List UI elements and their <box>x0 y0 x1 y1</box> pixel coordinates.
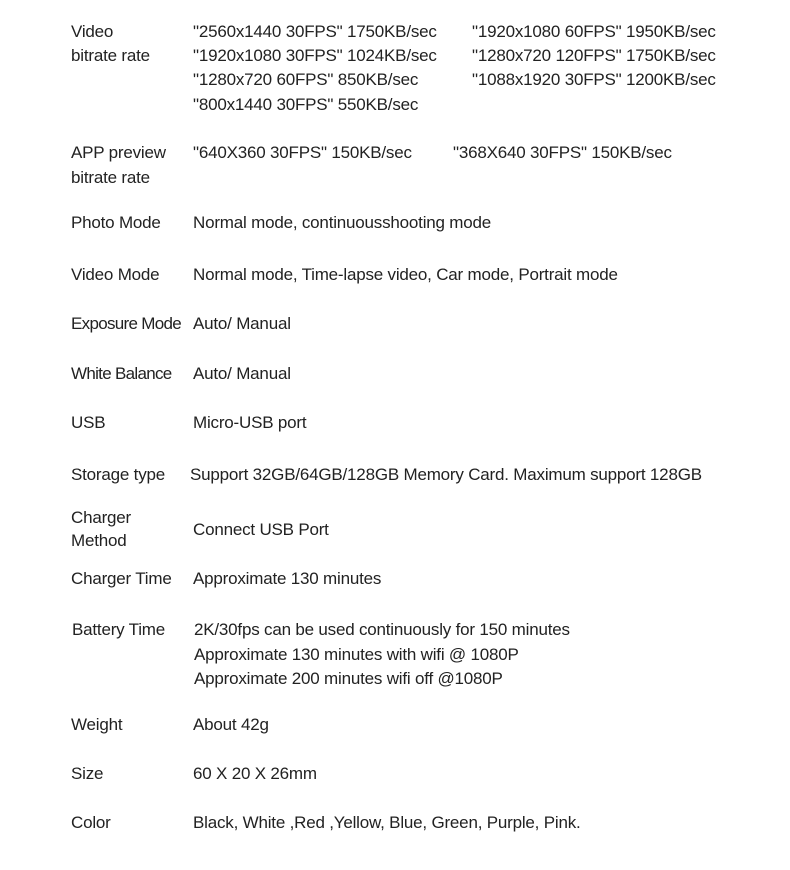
photo-mode-value: Normal mode, continuousshooting mode <box>193 213 492 232</box>
app-preview-label-line2: bitrate rate <box>71 168 150 187</box>
video-bitrate-value: "1920x1080 30FPS" 1024KB/sec <box>193 46 437 65</box>
video-bitrate-value: "800x1440 30FPS" 550KB/sec <box>193 95 419 114</box>
usb-value: Micro-USB port <box>193 413 307 432</box>
battery-time-line: 2K/30fps can be used continuously for 150 minutes <box>194 620 570 639</box>
size-label: Size <box>71 764 104 783</box>
weight-label: Weight <box>71 715 123 734</box>
video-mode-label: Video Mode <box>71 265 160 284</box>
weight-value: About 42g <box>193 715 269 734</box>
app-preview-value: "640X360 30FPS" 150KB/sec <box>193 143 412 162</box>
charger-method-value: Connect USB Port <box>193 520 329 539</box>
video-bitrate-value: "1920x1080 60FPS" 1950KB/sec <box>472 22 716 41</box>
video-bitrate-value: "2560x1440 30FPS" 1750KB/sec <box>193 22 437 41</box>
exposure-mode-label: Exposure Mode <box>71 314 181 333</box>
video-bitrate-label-line1: Video <box>71 22 114 41</box>
storage-type-label: Storage type <box>71 465 165 484</box>
app-preview-label-line1: APP preview <box>71 143 166 162</box>
white-balance-value: Auto/ Manual <box>193 364 291 383</box>
video-bitrate-value: "1280x720 120FPS" 1750KB/sec <box>472 46 716 65</box>
charger-time-value: Approximate 130 minutes <box>193 569 382 588</box>
size-value: 60 X 20 X 26mm <box>193 764 317 783</box>
video-mode-value: Normal mode, Time-lapse video, Car mode, Portrait mode <box>193 265 618 284</box>
video-bitrate-value: "1088x1920 30FPS" 1200KB/sec <box>472 70 716 89</box>
color-value: Black, White ,Red ,Yellow, Blue, Green, Purple, Pink. <box>193 813 581 832</box>
storage-type-value: Support 32GB/64GB/128GB Memory Card. Maximum support 128GB <box>190 465 702 484</box>
video-bitrate-label-line2: bitrate rate <box>71 46 150 65</box>
color-label: Color <box>71 813 111 832</box>
charger-method-label-line2: Method <box>71 531 127 550</box>
video-bitrate-value: "1280x720 60FPS" 850KB/sec <box>193 70 419 89</box>
exposure-mode-value: Auto/ Manual <box>193 314 291 333</box>
battery-time-label: Battery Time <box>72 620 166 639</box>
charger-method-label-line1: Charger <box>71 508 132 527</box>
photo-mode-label: Photo Mode <box>71 213 161 232</box>
charger-time-label: Charger Time <box>71 569 172 588</box>
white-balance-label: White Balance <box>71 364 172 383</box>
usb-label: USB <box>71 413 106 432</box>
app-preview-value: "368X640 30FPS" 150KB/sec <box>453 143 672 162</box>
battery-time-line: Approximate 200 minutes wifi off @1080P <box>194 669 503 688</box>
battery-time-line: Approximate 130 minutes with wifi @ 1080P <box>194 645 519 664</box>
